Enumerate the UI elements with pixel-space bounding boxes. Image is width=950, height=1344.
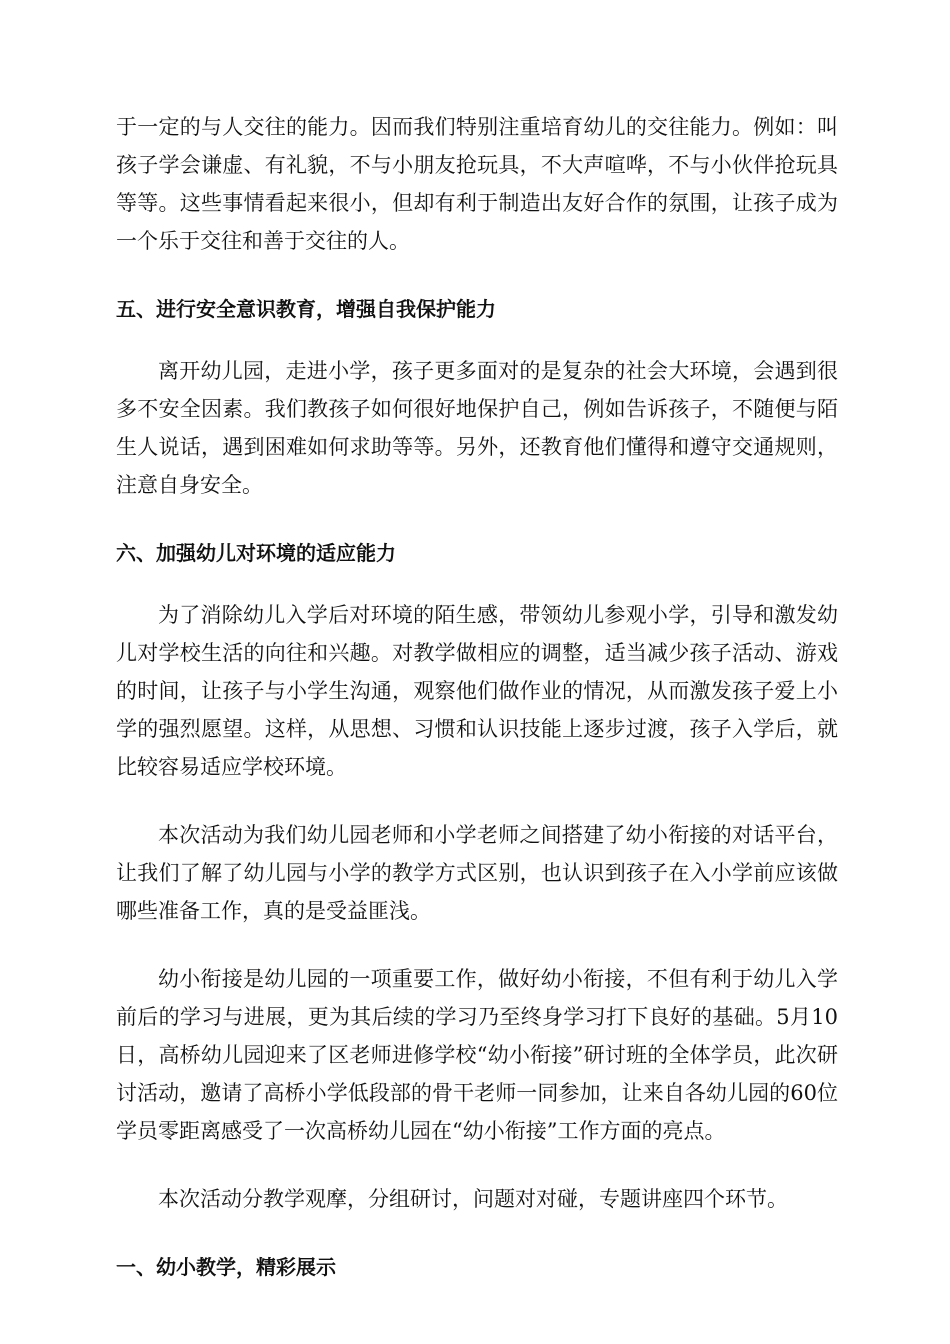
section-heading-teaching-showcase: 一、幼小教学，精彩展示 <box>116 1255 336 1279</box>
paragraph-safety: 离开幼儿园，走进小学，孩子更多面对的是复杂的社会大环境，会遇到很多不安全因素。我们教孩子如何很好地保护自己，例如告诉孩子，不随便与陌生人说话，遇到困难如何求助等等。另外，还教育他们懂得和遵守交通规则，注意自身安全。 <box>116 359 838 497</box>
section-heading-adaptation: 六、加强幼儿对环境的适应能力 <box>116 541 396 565</box>
paragraph-transition-work: 幼小衔接是幼儿园的一项重要工作，做好幼小衔接，不但有利于幼儿入学前后的学习与进展，更为其后续的学习乃至终身学习打下良好的基础。5月10日，高桥幼儿园迎来了区老师进修学校“幼小衔接”研讨班的全体学员，此次研讨活动，邀请了高桥小学低段部的骨干老师一同参加，让来自各幼儿园的60位学员零距离感受了一次高桥幼儿园在“幼小衔接”工作方面的亮点。 <box>116 967 838 1143</box>
paragraph-activity-summary: 本次活动为我们幼儿园老师和小学老师之间搭建了幼小衔接的对话平台，让我们了解了幼儿园与小学的教学方式区别，也认识到孩子在入小学前应该做哪些准备工作，真的是受益匪浅。 <box>116 823 838 923</box>
paragraph-social-skills: 于一定的与人交往的能力。因而我们特别注重培育幼儿的交往能力。例如：叫孩子学会谦虚、有礼貌，不与小朋友抢玩具，不大声喧哗，不与小伙伴抢玩具等等。这些事情看起来很小，但却有利于制造出友好合作的氛围，让孩子成为一个乐于交往和善于交往的人。 <box>116 115 838 253</box>
paragraph-adaptation: 为了消除幼儿入学后对环境的陌生感，带领幼儿参观小学，引导和激发幼儿对学校生活的向往和兴趣。对教学做相应的调整，适当减少孩子活动、游戏的时间，让孩子与小学生沟通，观察他们做作业的情况，从而激发孩子爱上小学的强烈愿望。这样，从思想、习惯和认识技能上逐步过渡，孩子入学后，就比较容易适应学校环境。 <box>116 603 838 779</box>
document-page <box>116 108 838 1286</box>
section-heading-safety: 五、进行安全意识教育，增强自我保护能力 <box>116 297 496 321</box>
paragraph-activity-sections: 本次活动分教学观摩，分组研讨，问题对对碰，专题讲座四个环节。 <box>158 1187 788 1211</box>
